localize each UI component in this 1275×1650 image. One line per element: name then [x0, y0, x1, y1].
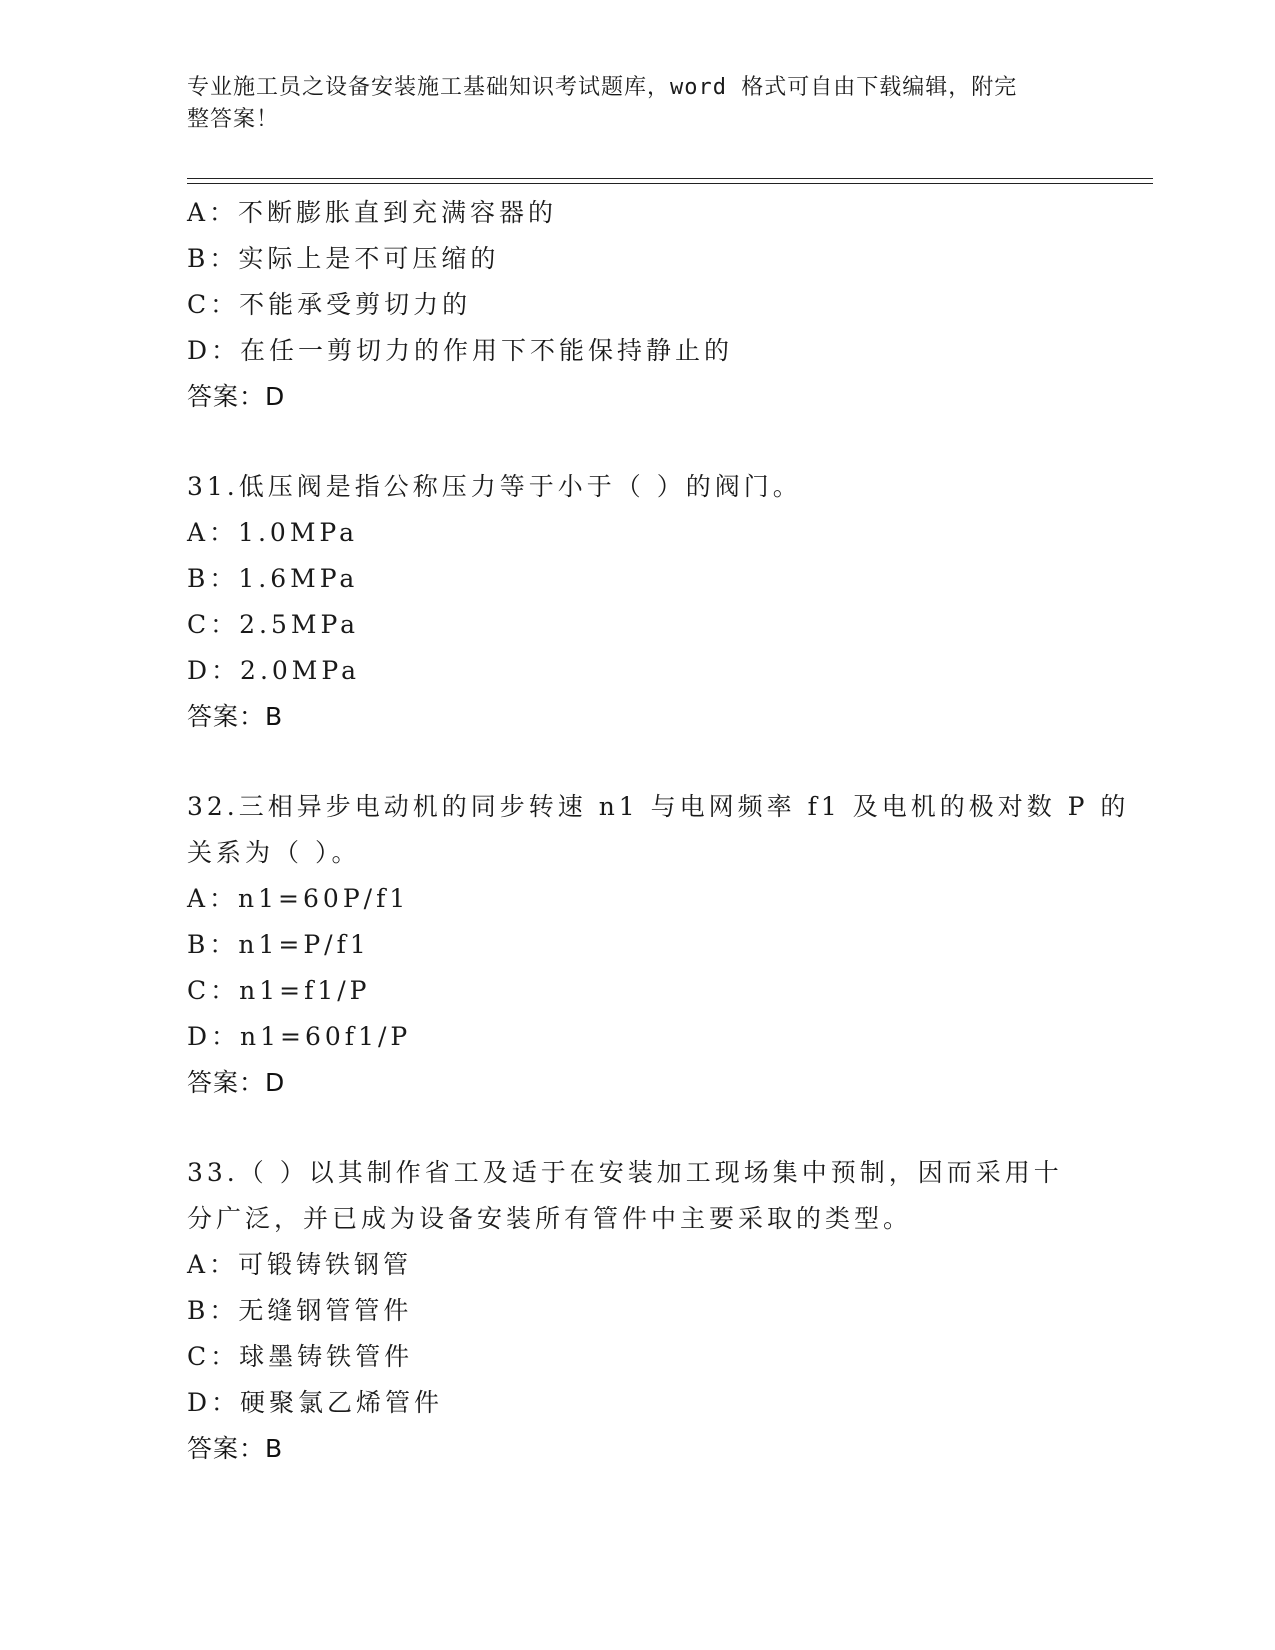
option-d: D：在任一剪切力的作用下不能保持静止的 [187, 336, 734, 365]
option-a: A：不断膨胀直到充满容器的 [187, 198, 558, 227]
answer-line: 答案：B [187, 1434, 284, 1463]
question-31 [187, 464, 1087, 740]
option-b: B：1.6MPa [187, 564, 359, 593]
question-text: 31.低压阀是指公称压力等于小于（ ）的阀门。 [187, 472, 802, 501]
option-b: B：无缝钢管管件 [187, 1296, 413, 1325]
question-list [187, 190, 1130, 1472]
document-header [187, 72, 1067, 136]
header-divider-bottom [187, 183, 1153, 184]
answer-line: 答案：B [187, 702, 284, 731]
question-text-line-2: 关系为（ ）。 [187, 838, 361, 867]
question-32 [187, 784, 1130, 1106]
spacer [187, 1106, 1087, 1150]
option-a: A：1.0MPa [187, 518, 359, 547]
header-line-2: 整答案！ [187, 107, 280, 132]
option-c: C：球墨铸铁管件 [187, 1342, 414, 1371]
question-text-line-2: 分广泛，并已成为设备安装所有管件中主要采取的类型。 [187, 1204, 913, 1233]
header-line-1: 专业施工员之设备安装施工基础知识考试题库，word 格式可自由下载编辑，附完 [187, 75, 1018, 100]
option-c: C：n1=f1/P [187, 976, 371, 1005]
option-d: D：硬聚氯乙烯管件 [187, 1388, 444, 1417]
header-divider-top [187, 178, 1153, 179]
option-b: B：n1=P/f1 [187, 930, 370, 959]
option-c: C：2.5MPa [187, 610, 360, 639]
option-a: A：n1=60P/f1 [187, 884, 410, 913]
spacer [187, 420, 1087, 464]
question-30 [187, 190, 1087, 420]
question-33 [187, 1150, 1087, 1472]
answer-line: 答案：D [187, 1068, 286, 1097]
question-text-line-1: 33.（ ）以其制作省工及适于在安装加工现场集中预制，因而采用十 [187, 1158, 1063, 1187]
answer-line: 答案：D [187, 382, 286, 411]
question-text-line-1: 32.三相异步电动机的同步转速 n1 与电网频率 f1 及电机的极对数 P 的 [187, 792, 1130, 821]
option-d: D：2.0MPa [187, 656, 361, 685]
option-b: B：实际上是不可压缩的 [187, 244, 500, 273]
option-a: A：可锻铸铁钢管 [187, 1250, 413, 1279]
option-d: D：n1=60f1/P [187, 1022, 412, 1051]
spacer [187, 740, 1087, 784]
option-c: C：不能承受剪切力的 [187, 290, 472, 319]
